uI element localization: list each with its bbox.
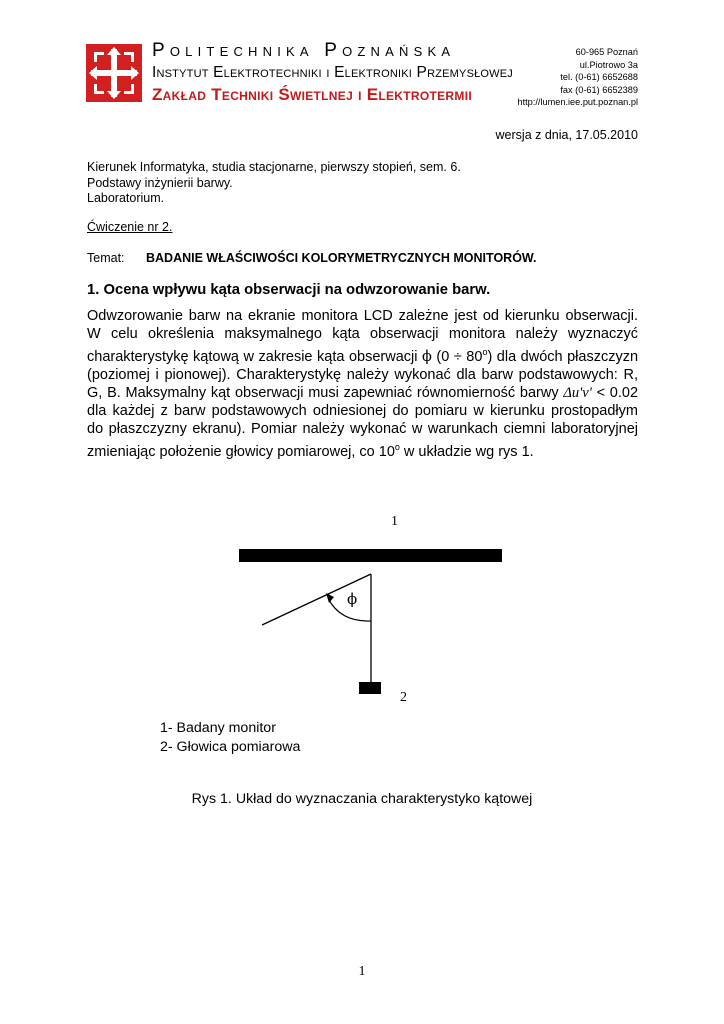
address-line: fax (0-61) 6652389 [560, 84, 638, 95]
paragraph-line: dla każdej z barw podstawowych odniesionej do pomiaru w kierunku prostopadłym [87, 402, 638, 419]
paragraph-line: Odwzorowanie barw na ekranie monitora LCD zależne jest od kierunku obserwacji. [87, 308, 638, 324]
topic-label: Temat: [87, 251, 125, 265]
course-line: Kierunek Informatyka, studia stacjonarne, pierwszy stopień, sem. 6. [87, 160, 461, 174]
phi-symbol: ϕ [421, 348, 432, 365]
section-heading: 1. Ocena wpływu kąta obserwacji na odwzorowanie barw. [87, 282, 491, 298]
page-number: 1 [358, 964, 366, 979]
address-line: tel. (0-61) 6652688 [560, 72, 638, 82]
measuring-head [359, 682, 381, 694]
department-name: Zakład Techniki Świetlnej i Elektrotermii [152, 85, 472, 104]
text-fragment: (0 ÷ 80 [436, 348, 483, 365]
figure-label-2: 2 [400, 690, 407, 705]
address-line: ul.Piotrowo 3a [579, 59, 638, 70]
address-line: 60-965 Poznań [575, 47, 638, 57]
text-fragment: w układzie wg rys 1. [399, 443, 534, 460]
paragraph-line: do płaszczyzny ekranu). Pomiar należy wykonać w warunkach ciemni laboratoryjnej [87, 420, 638, 437]
monitor-bar [239, 549, 502, 562]
version-date: wersja z dnia, 17.05.2010 [495, 128, 638, 142]
degree-sup: o [394, 441, 400, 452]
course-line: Laboratorium. [87, 191, 165, 205]
legend-item: 1- Badany monitor [160, 720, 276, 736]
topic-title: BADANIE WŁAŚCIWOŚCI KOLORYMETRYCZNYCH MONITORÓW. [146, 251, 537, 265]
degree-sup: o [482, 347, 488, 357]
paragraph-line: W celu określenia maksymalnego kąta obserwacji monitora należy wyznaczyć [87, 326, 638, 342]
figure-caption: Rys 1. Układ do wyznaczania charakterystyko kątowej [191, 791, 533, 807]
text-fragment: zmieniając położenie głowicy pomiarowej, co 10 [87, 443, 395, 460]
delta-uv-symbol: Δu'v' [563, 384, 592, 401]
angle-label: ϕ [347, 590, 358, 608]
university-name: Politechnika Poznańska [152, 40, 456, 61]
institute-name: Instytut Elektrotechniki i Elektroniki Przemysłowej [152, 64, 514, 81]
text-fragment: ) dla dwóch płaszczyzn [487, 348, 639, 365]
course-line: Podstawy inżynierii barwy. [87, 175, 233, 190]
text-fragment: < 0.02 [596, 384, 639, 401]
address-line: http://lumen.iee.put.poznan.pl [517, 97, 638, 107]
figure-label-1: 1 [391, 514, 398, 529]
exercise-number: Ćwiczenie nr 2. [87, 220, 173, 234]
figure-legend [160, 719, 300, 756]
text-fragment: charakterystykę kątową w zakresie kąta obserwacji [87, 348, 418, 365]
legend-item: 2- Głowica pomiarowa [160, 738, 301, 755]
arrow-head [326, 593, 334, 603]
text-fragment: G, B. Maksymalny kąt obserwacji musi zapewniać równomierność barwy [87, 384, 559, 401]
paragraph-line: (poziomej i pionowej). Charakterystykę należy wykonać dla barw podstawowych: R, [87, 366, 638, 383]
